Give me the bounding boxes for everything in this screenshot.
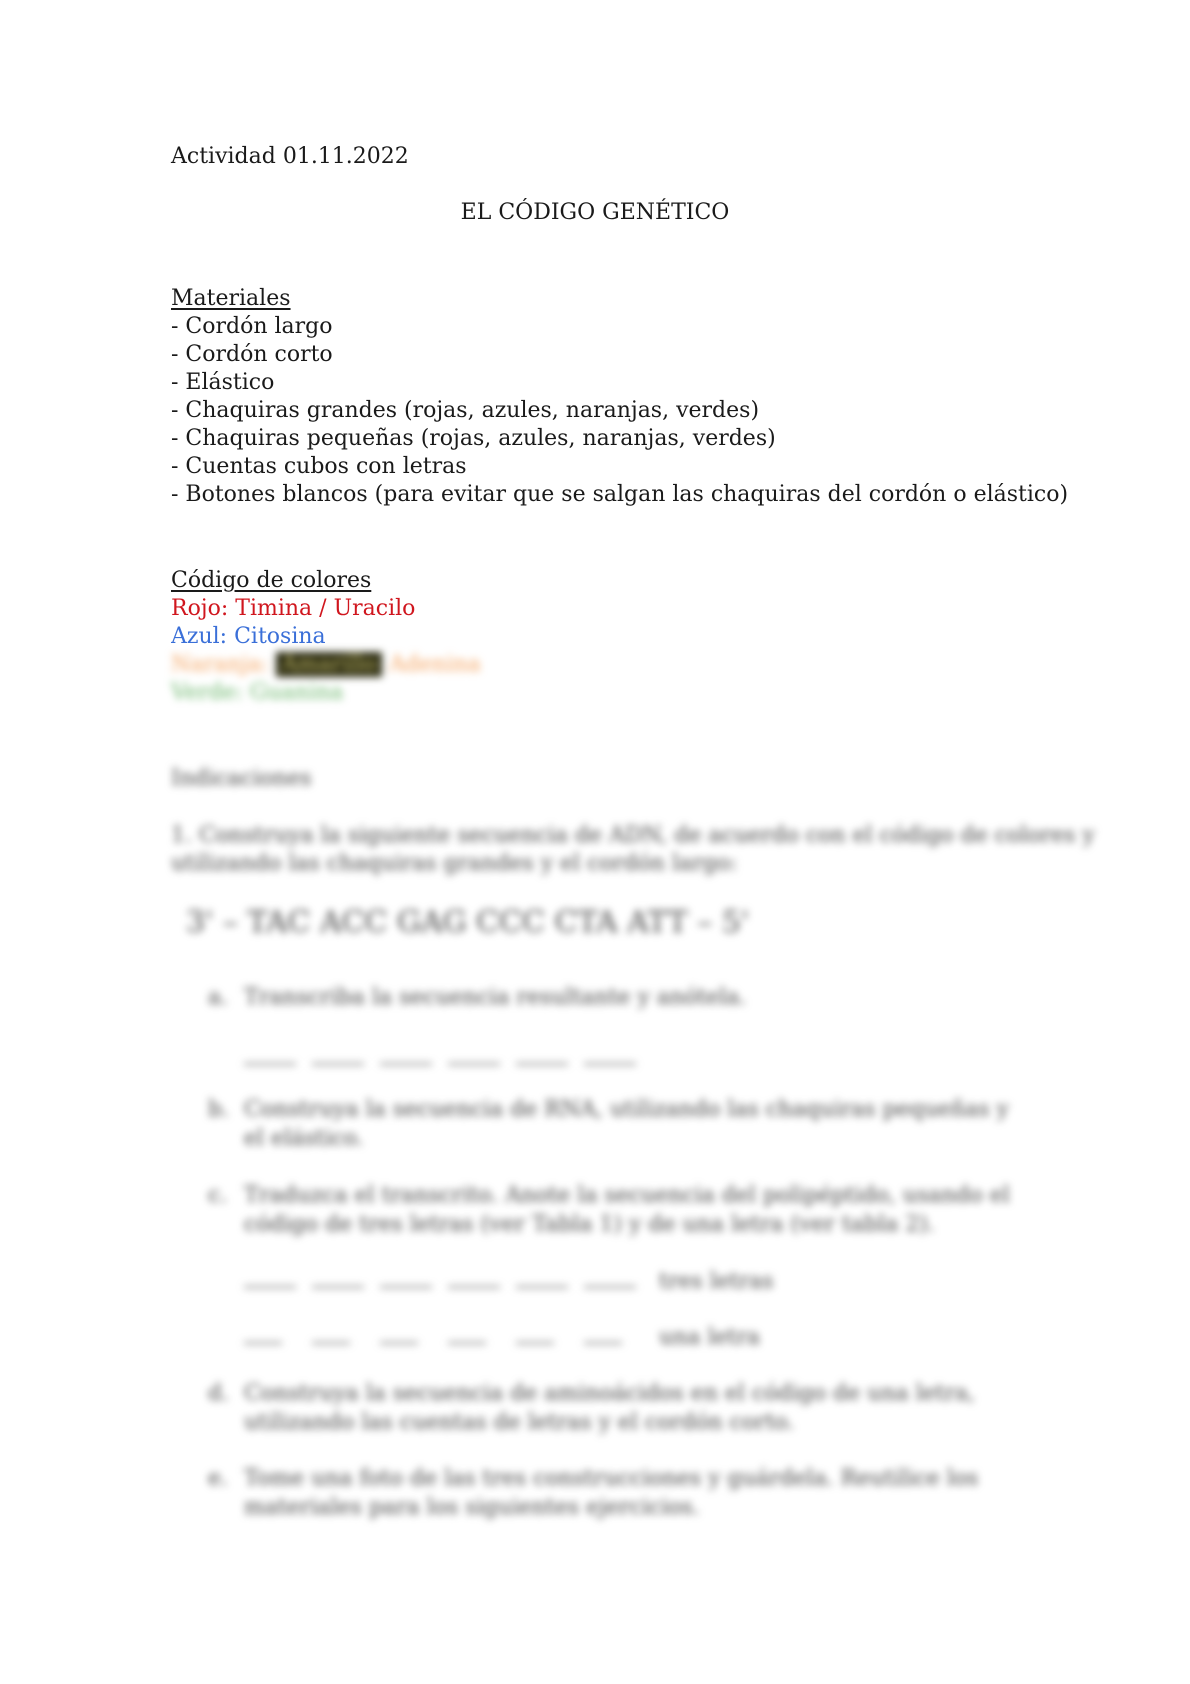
page-title: EL CÓDIGO GENÉTICO — [460, 200, 730, 225]
materials-item: - Chaquiras grandes (rojas, azules, naranjas, verdes) — [171, 398, 760, 423]
activity-date: Actividad 01.11.2022 — [171, 144, 409, 169]
materials-item: - Botones blancos (para evitar que se salgan las chaquiras del cordón o elástico) — [171, 482, 1069, 507]
color-code-orange: Naranja: Amarillo Adenina — [171, 652, 481, 677]
instructions-intro: utilizando las chaquiras grandes y el cordón largo: — [171, 851, 738, 876]
materials-item: - Elástico — [171, 370, 275, 395]
highlighted-word: Amarillo — [276, 652, 383, 677]
document-page: Actividad 01.11.2022 EL CÓDIGO GENÉTICO Materiales - Cordón largo - Cordón corto - Elástico - Chaquiras grandes (rojas, azules, naranjas, verdes) - Chaquiras pequeñas (rojas, azules, naranjas, verdes) - Cuentas cubos con letras - Botones blancos (para evitar que se salgan las chaquiras del cordón o elástico) Código de colores Rojo: Timina / Uracilo Azul: Citosina Naranja: Amarillo Adenina Verde: Guanina Indicaciones 1. Construya la siguiente secuencia de ADN, de acuerdo con el código de colores y utilizando las chaquiras grandes y el cordón largo: 3' – TAC ACC GAG CCC CTA ATT – 5' a. Transcriba la secuencia resultante y anótela. b. Construya la secuencia de RNA, utilizando las chaquiras pequeñas y el elástico. c. Traduzca el transcrito. Anote la secuencia del polipéptido, usando el código de tres letras (ver Tabla 1) y de una letra (ver tabla 2). tres letras una letra d. Construya la secuencia de aminoácidos en el código de una letra, utilizando las cuentas de letras y el cordón corto. e. Tome una foto de las tres construcciones y guárdela. Reutilice los materiales para los siguientes ejercicios. — [0, 0, 1190, 1684]
dna-sequence: 3' – TAC ACC GAG CCC CTA ATT – 5' — [186, 905, 750, 940]
answer-blanks — [244, 1045, 652, 1073]
materials-item: - Chaquiras pequeñas (rojas, azules, naranjas, verdes) — [171, 426, 776, 451]
instructions-heading: Indicaciones — [171, 766, 312, 791]
color-code-red: Rojo: Timina / Uracilo — [171, 596, 416, 621]
materials-item: - Cordón largo — [171, 314, 333, 339]
color-code-blue: Azul: Citosina — [171, 624, 326, 645]
answer-blanks-three-letter: tres letras — [244, 1268, 773, 1296]
answer-blanks-one-letter: una letra — [244, 1324, 760, 1352]
materials-item: - Cordón corto — [171, 342, 333, 367]
materials-heading: Materiales — [171, 286, 291, 311]
color-code-heading: Código de colores — [171, 568, 372, 593]
instructions-intro: 1. Construya la siguiente secuencia de ADN, de acuerdo con el código de colores y — [171, 823, 1095, 848]
materials-item: - Cuentas cubos con letras — [171, 454, 467, 479]
color-code-green: Verde: Guanina — [171, 680, 344, 705]
